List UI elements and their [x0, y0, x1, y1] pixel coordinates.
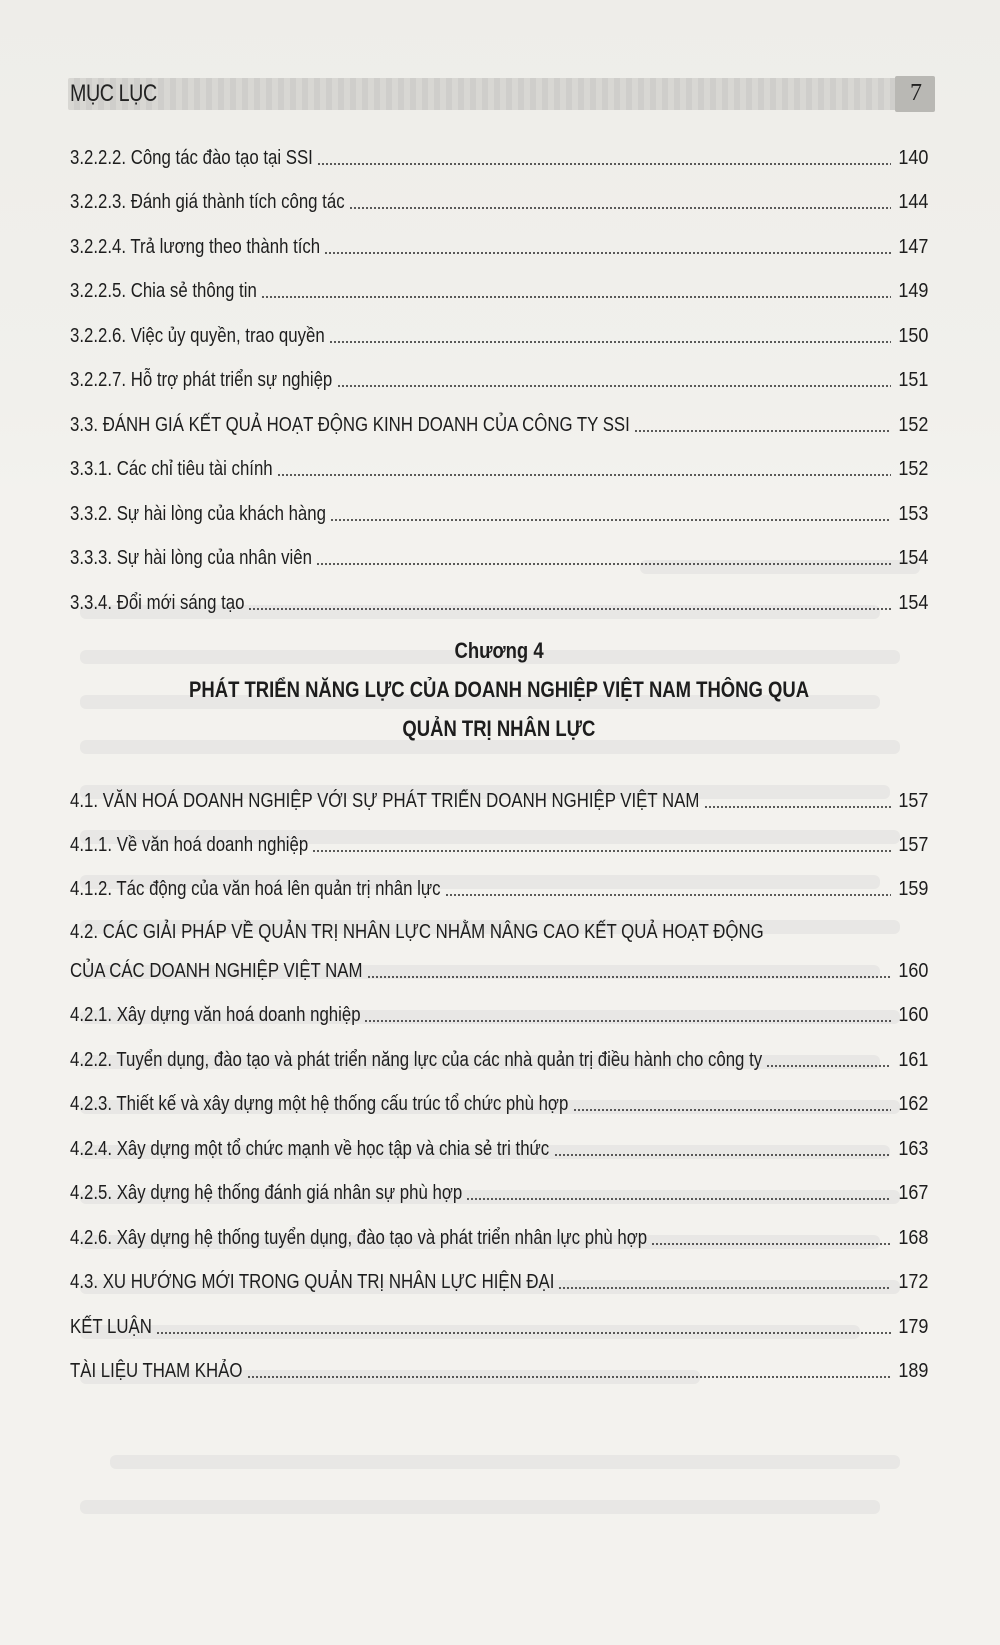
toc-entry-label: 3.2.2.6. Việc ủy quyền, trao quyền — [70, 325, 325, 347]
toc-entry[interactable] — [70, 364, 928, 394]
toc-entry-label: 4.2.2. Tuyển dụng, đào tạo và phát triển năng lực của các nhà quản trị điều hành cho công ty — [70, 1049, 763, 1071]
toc-entry-label: 4.2.6. Xây dựng hệ thống tuyển dụng, đào tạo và phát triển nhân lực phù hợp — [70, 1227, 648, 1249]
toc-entry[interactable] — [70, 1044, 928, 1074]
toc-entry-page: 152 — [897, 414, 928, 436]
dot-leader — [248, 607, 891, 611]
dot-leader — [156, 1331, 890, 1335]
toc-entry[interactable] — [70, 231, 928, 261]
toc-entry[interactable] — [70, 1266, 928, 1296]
toc-entry-label: 3.3.2. Sự hài lòng của khách hàng — [70, 503, 326, 525]
toc-entry-page: 157 — [897, 834, 928, 856]
toc-entry[interactable] — [70, 1222, 928, 1252]
chapter-number — [70, 638, 928, 664]
toc-entry[interactable] — [70, 320, 928, 350]
toc-entry-page: 149 — [897, 280, 928, 302]
page-number: 7 — [910, 80, 922, 106]
chapter-title-line-1 — [70, 677, 928, 703]
toc-entry-label: CỦA CÁC DOANH NGHIỆP VIỆT NAM — [70, 960, 363, 982]
toc-entry[interactable] — [70, 873, 928, 903]
toc-entry[interactable] — [70, 409, 928, 439]
toc-entry[interactable] — [70, 453, 928, 483]
header-band — [68, 78, 930, 110]
dot-leader — [337, 384, 891, 388]
dot-leader — [261, 295, 890, 299]
dot-leader — [554, 1153, 891, 1157]
toc-entry-page: 189 — [897, 1360, 928, 1382]
toc-entry-label: 3.2.2.4. Trả lương theo thành tích — [70, 236, 321, 258]
toc-entry[interactable] — [70, 829, 928, 859]
toc-entry-page: 159 — [897, 878, 928, 900]
dot-leader — [312, 849, 891, 853]
toc-entry-page: 147 — [897, 236, 928, 258]
dot-leader — [651, 1242, 890, 1246]
dot-leader — [324, 251, 891, 255]
dot-leader — [704, 805, 891, 809]
dot-leader — [634, 429, 890, 433]
dot-leader — [445, 893, 891, 897]
dot-leader — [573, 1108, 891, 1112]
dot-leader — [558, 1286, 891, 1290]
toc-entry-label: 4.3. XU HƯỚNG MỚI TRONG QUẢN TRỊ NHÂN LỰC HIỆN ĐẠI — [70, 1271, 555, 1293]
toc-entry[interactable] — [70, 999, 928, 1029]
toc-entry-page: 144 — [897, 191, 928, 213]
dot-leader — [367, 975, 891, 979]
dot-leader — [364, 1019, 890, 1023]
dot-leader — [349, 206, 891, 210]
toc-entry[interactable] — [70, 142, 928, 172]
toc-entry-page: 167 — [897, 1182, 928, 1204]
toc-entry-label: TÀI LIỆU THAM KHẢO — [70, 1360, 243, 1382]
dot-leader — [766, 1064, 891, 1068]
toc-entry-label: 3.3.4. Đổi mới sáng tạo — [70, 592, 245, 614]
toc-entry-page: 152 — [897, 458, 928, 480]
toc-entry[interactable] — [70, 587, 928, 617]
toc-entry-label: 3.3.3. Sự hài lòng của nhân viên — [70, 547, 312, 569]
toc-entry-page: 160 — [897, 1004, 928, 1026]
toc-entry-label: 4.1.1. Về văn hoá doanh nghiệp — [70, 834, 309, 856]
dot-leader — [277, 473, 891, 477]
toc-entry-page: 151 — [897, 369, 928, 391]
dot-leader — [316, 562, 891, 566]
toc-entry[interactable] — [70, 1177, 928, 1207]
toc-entry-page: 157 — [897, 790, 928, 812]
chapter-title-text-1: PHÁT TRIỂN NĂNG LỰC CỦA DOANH NGHIỆP VIỆT NAM THÔNG QUA — [188, 677, 810, 702]
dot-leader — [466, 1197, 890, 1201]
toc-entry-page: 154 — [897, 592, 928, 614]
toc-entry-page: 140 — [897, 147, 928, 169]
toc-entry-label: 4.2.4. Xây dựng một tổ chức mạnh về học tập và chia sẻ tri thức — [70, 1138, 550, 1160]
toc-entry-label: 4.2.1. Xây dựng văn hoá doanh nghiệp — [70, 1004, 361, 1026]
toc-entry-page: 154 — [897, 547, 928, 569]
dot-leader — [247, 1375, 891, 1379]
toc-entry-page: 153 — [897, 503, 928, 525]
toc-entry-page: 168 — [897, 1227, 928, 1249]
chapter-title-line-2 — [70, 716, 928, 742]
toc-entry-label: KẾT LUẬN — [70, 1316, 152, 1338]
dot-leader — [330, 518, 891, 522]
toc-entry-label: 4.2.3. Thiết kế và xây dựng một hệ thống cấu trúc tổ chức phù hợp — [70, 1093, 569, 1115]
toc-entry[interactable] — [70, 1133, 928, 1163]
chapter-number-text: Chương 4 — [454, 638, 544, 663]
toc-entry-page: 179 — [897, 1316, 928, 1338]
toc-entry-label: 3.3.1. Các chỉ tiêu tài chính — [70, 458, 273, 480]
toc-entry[interactable] — [70, 275, 928, 305]
toc-entry-page: 160 — [897, 960, 928, 982]
toc-entry-label: 3.2.2.5. Chia sẻ thông tin — [70, 280, 257, 302]
toc-entry-label: 3.2.2.3. Đánh giá thành tích công tác — [70, 191, 345, 213]
running-header-title: MỤC LỤC — [70, 80, 157, 107]
toc-entry-page: 172 — [897, 1271, 928, 1293]
toc-entry[interactable] — [70, 1355, 928, 1385]
toc-entry-page: 162 — [897, 1093, 928, 1115]
toc-entry-label: 4.1.2. Tác động của văn hoá lên quản trị nhân lực — [70, 878, 441, 900]
toc-entry-page: 161 — [897, 1049, 928, 1071]
toc-entry-page: 163 — [897, 1138, 928, 1160]
dot-leader — [329, 340, 891, 344]
toc-entry[interactable] — [70, 186, 928, 216]
toc-entry[interactable] — [70, 498, 928, 528]
toc-entry-label: 3.2.2.7. Hỗ trợ phát triển sự nghiệp — [70, 369, 333, 391]
toc-entry-label: 4.1. VĂN HOÁ DOANH NGHIỆP VỚI SỰ PHÁT TRIỂN DOANH NGHIỆP VIỆT NAM — [70, 790, 700, 812]
toc-entry[interactable] — [70, 955, 928, 985]
toc-entry-label: 4.2.5. Xây dựng hệ thống đánh giá nhân sự phù hợp — [70, 1182, 463, 1204]
toc-entry-wrapped-line[interactable]: 4.2. CÁC GIẢI PHÁP VỀ QUẢN TRỊ NHÂN LỰC NHẰM NÂNG CAO KẾT QUẢ HOẠT ĐỘNG — [70, 921, 764, 943]
toc-entry-label: 3.3. ĐÁNH GIÁ KẾT QUẢ HOẠT ĐỘNG KINH DOANH CỦA CÔNG TY SSI — [70, 414, 630, 436]
toc-entry[interactable] — [70, 785, 928, 815]
toc-entry[interactable] — [70, 1088, 928, 1118]
toc-entry-label: 3.2.2.2. Công tác đào tạo tại SSI — [70, 147, 313, 169]
toc-entry-page: 150 — [897, 325, 928, 347]
toc-entry[interactable] — [70, 542, 928, 572]
chapter-title-text-2: QUẢN TRỊ NHÂN LỰC — [402, 716, 596, 741]
dot-leader — [317, 162, 891, 166]
toc-entry[interactable] — [70, 1311, 928, 1341]
